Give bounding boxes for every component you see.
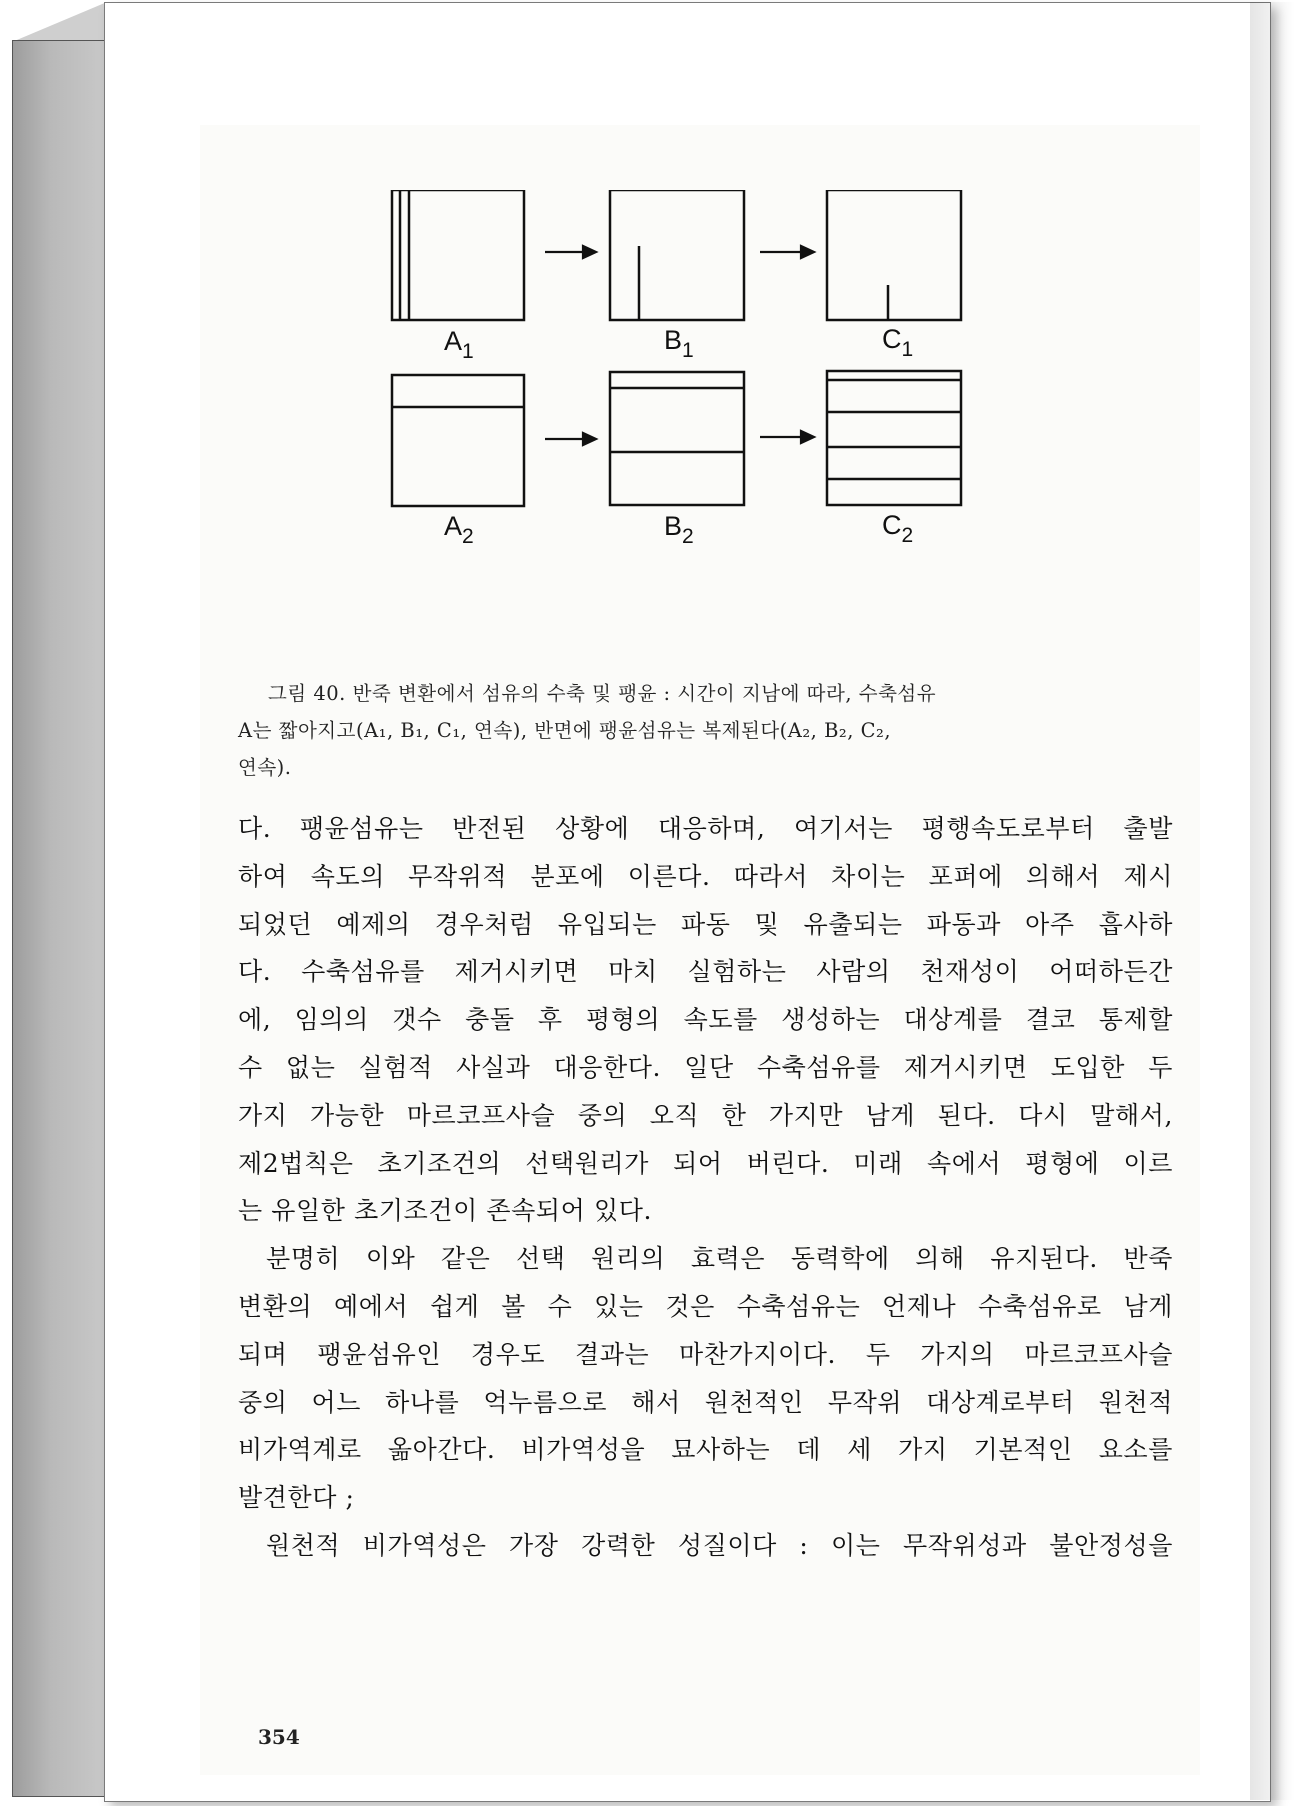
square-a2 (392, 375, 524, 506)
text-line: 다. 팽윤섬유는 반전된 상황에 대응하며, 여기서는 평행속도로부터 출발 (238, 814, 1173, 843)
arrowhead-b1-c1 (801, 246, 814, 258)
body-text (238, 805, 1173, 1570)
book-spine-side (12, 40, 109, 1797)
page-number: 354 (258, 1725, 300, 1749)
figure-diagram (380, 190, 1060, 620)
text-line: 에, 임의의 갯수 충돌 후 평형의 속도를 생성하는 대상계를 결코 통제할 (238, 1005, 1173, 1035)
label-c1: $C_1$ (882, 324, 914, 361)
square-b1 (610, 190, 744, 320)
square-a1 (392, 190, 524, 320)
arrowhead-a2-b2 (583, 433, 596, 445)
text-line: 는 유일한 초기조건이 존속되어 있다. (238, 1196, 652, 1226)
page-edge-shade (1250, 2, 1295, 1800)
text-line: 변환의 예에서 쉽게 볼 수 있는 것은 수축섬유는 언제나 수축섬유로 남게 (238, 1291, 1173, 1321)
text-line: 되었던 예제의 경우처럼 유입되는 파동 및 유출되는 파동과 아주 흡사하 (238, 909, 1173, 939)
text-line: 수 없는 실험적 사실과 대응한다. 일단 수축섬유를 제거시키면 도입한 두 (238, 1052, 1173, 1082)
text-line: 중의 어느 하나를 억누름으로 해서 원천적인 무작위 대상계로부터 원천적 (238, 1387, 1173, 1417)
label-c2: $C_2$ (882, 510, 914, 547)
baker-transformation-figure (380, 190, 1060, 620)
figure-caption (238, 675, 1128, 786)
arrowhead-b2-c2 (801, 431, 814, 443)
text-line: 발견한다 ; (238, 1483, 355, 1513)
square-b2 (610, 372, 744, 505)
text-line: 제2법칙은 초기조건의 선택원리가 되어 버린다. 미래 속에서 평형에 이르 (238, 1148, 1173, 1178)
caption-line: A는 짧아지고(A₁, B₁, C₁, 연속), 반면에 팽윤섬유는 복제된다(A₂, B₂, C₂, (238, 719, 892, 742)
text-line: 원천적 비가역성은 가장 강력한 성질이다 : 이는 무작위성과 불안정성을 (266, 1530, 1173, 1560)
label-b1: $B_1$ (664, 325, 694, 362)
text-line: 가지 가능한 마르코프사슬 중의 오직 한 가지만 남게 된다. 다시 말해서, (238, 1100, 1173, 1130)
text-line: 비가역계로 옮아간다. 비가역성을 묘사하는 데 세 가지 기본적인 요소를 (238, 1435, 1173, 1465)
text-line: 다. 수축섬유를 제거시키면 마치 실험하는 사람의 천재성이 어떠하든간 (238, 957, 1173, 987)
arrowhead-a1-b1 (583, 246, 596, 258)
text-line: 분명히 이와 같은 선택 원리의 효력은 동력학에 의해 유지된다. 반죽 (266, 1244, 1173, 1274)
caption-line: 연속). (238, 756, 292, 779)
label-a1: $A_1$ (444, 326, 474, 363)
label-b2: $B_2$ (664, 511, 694, 548)
text-line: 되며 팽윤섬유인 경우도 결과는 마찬가지이다. 두 가지의 마르코프사슬 (238, 1339, 1173, 1369)
square-c1 (827, 190, 961, 320)
square-c2 (827, 371, 961, 505)
book-side-top (12, 2, 107, 42)
caption-line: 그림 40. 반죽 변환에서 섬유의 수축 및 팽윤 : 시간이 지남에 따라, 수축섬유 (268, 682, 937, 705)
label-a2: $A_2$ (444, 511, 474, 548)
text-line: 하여 속도의 무작위적 분포에 이른다. 따라서 차이는 포퍼에 의해서 제시 (238, 861, 1173, 891)
